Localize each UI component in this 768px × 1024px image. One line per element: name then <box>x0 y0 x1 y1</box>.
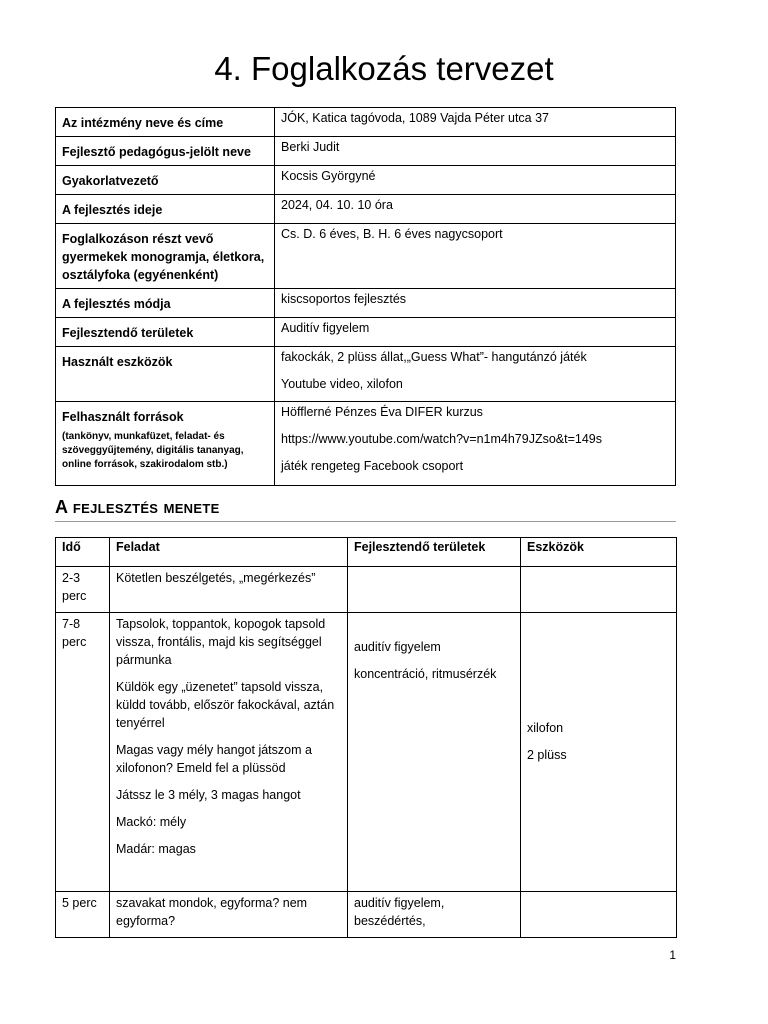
info-row <box>56 402 676 486</box>
task-line: Mackó: mély <box>116 815 187 829</box>
info-row <box>56 137 676 166</box>
info-label: Foglalkozáson részt vevő gyermekek monogramja, életkora, osztályfoka (egyénenként) <box>56 224 275 289</box>
info-value: Auditív figyelem <box>275 318 676 347</box>
info-label: Használt eszközök <box>56 347 275 402</box>
info-value-line: fakockák, 2 plüss állat,„Guess What”- hangutánzó játék <box>281 350 587 364</box>
info-value: 2024, 04. 10. 10 óra <box>275 195 676 224</box>
task-cell <box>110 613 348 892</box>
info-label: Az intézmény neve és címe <box>56 108 275 137</box>
task-line: Madár: magas <box>116 842 196 856</box>
task-line: Magas vagy mély hangot játszom a xilofonon? Emeld fel a plüssöd <box>116 743 312 775</box>
source-link[interactable]: https://www.youtube.com/watch?v=n1m4h79JZso&t=149s <box>281 432 603 446</box>
time-cell: 5 perc <box>56 892 110 938</box>
info-value-line: játék rengeteg Facebook csoport <box>281 459 464 473</box>
info-table <box>55 107 676 486</box>
task-line: Tapsolok, toppantok, kopogok tapsold vissza, frontális, majd kis segítséggel pármunka <box>116 617 326 667</box>
tool-line: xilofon <box>527 721 564 735</box>
tools-cell <box>521 613 677 892</box>
info-row <box>56 289 676 318</box>
info-row <box>56 347 676 402</box>
page-number: 1 <box>669 948 676 962</box>
info-value: Berki Judit <box>275 137 676 166</box>
info-label: Fejlesztő pedagógus-jelölt neve <box>56 137 275 166</box>
areas-cell <box>348 567 521 613</box>
plan-table <box>55 537 677 938</box>
info-row <box>56 166 676 195</box>
tool-line: 2 plüss <box>527 748 567 762</box>
info-row <box>56 108 676 137</box>
info-value <box>275 347 676 402</box>
tools-cell <box>521 567 677 613</box>
info-value-line: Youtube video, xilofon <box>281 377 403 391</box>
info-label: Gyakorlatvezető <box>56 166 275 195</box>
time-cell: 7-8 perc <box>56 613 110 892</box>
header-tools: Eszközök <box>521 538 677 567</box>
info-value: Kocsis Györgyné <box>275 166 676 195</box>
task-line: Játssz le 3 mély, 3 magas hangot <box>116 788 301 802</box>
info-value-line: Höfflerné Pénzes Éva DIFER kurzus <box>281 405 483 419</box>
area-line: auditív figyelem <box>354 640 441 654</box>
info-label: Fejlesztendő területek <box>56 318 275 347</box>
tools-cell <box>521 892 677 938</box>
areas-cell: auditív figyelem, beszédértés, <box>348 892 521 938</box>
plan-row <box>56 567 677 613</box>
info-value: Cs. D. 6 éves, B. H. 6 éves nagycsoport <box>275 224 676 289</box>
area-line: koncentráció, ritmusérzék <box>354 667 497 681</box>
info-label: A fejlesztés módja <box>56 289 275 318</box>
info-sublabel: (tankönyv, munkafüzet, feladat- és szöveggyűjtemény, digitális tananyag, online források, szakirodalom stb.) <box>62 431 244 470</box>
info-label-text: Felhasznált források <box>62 410 184 424</box>
plan-header-row <box>56 538 677 567</box>
info-value: JÓK, Katica tagóvoda, 1089 Vajda Péter utca 37 <box>275 108 676 137</box>
header-areas: Fejlesztendő területek <box>348 538 521 567</box>
info-label <box>56 402 275 486</box>
plan-row <box>56 892 677 938</box>
page-title: 4. Foglalkozás tervezet <box>214 50 554 87</box>
task-line: Küldök egy „üzenetet” tapsold vissza, küldd tovább, először fakockával, aztán tenyérrel <box>116 680 335 730</box>
task-cell: szavakat mondok, egyforma? nem egyforma? <box>110 892 348 938</box>
header-task: Feladat <box>110 538 348 567</box>
info-value: kiscsoportos fejlesztés <box>275 289 676 318</box>
time-cell: 2-3 perc <box>56 567 110 613</box>
info-label: A fejlesztés ideje <box>56 195 275 224</box>
info-value <box>275 402 676 486</box>
plan-row <box>56 613 677 892</box>
info-row <box>56 224 676 289</box>
areas-cell <box>348 613 521 892</box>
info-row <box>56 195 676 224</box>
task-cell: Kötetlen beszélgetés, „megérkezés” <box>110 567 348 613</box>
info-row <box>56 318 676 347</box>
section-title: A fejlesztés menete <box>55 497 676 522</box>
header-time: Idő <box>56 538 110 567</box>
